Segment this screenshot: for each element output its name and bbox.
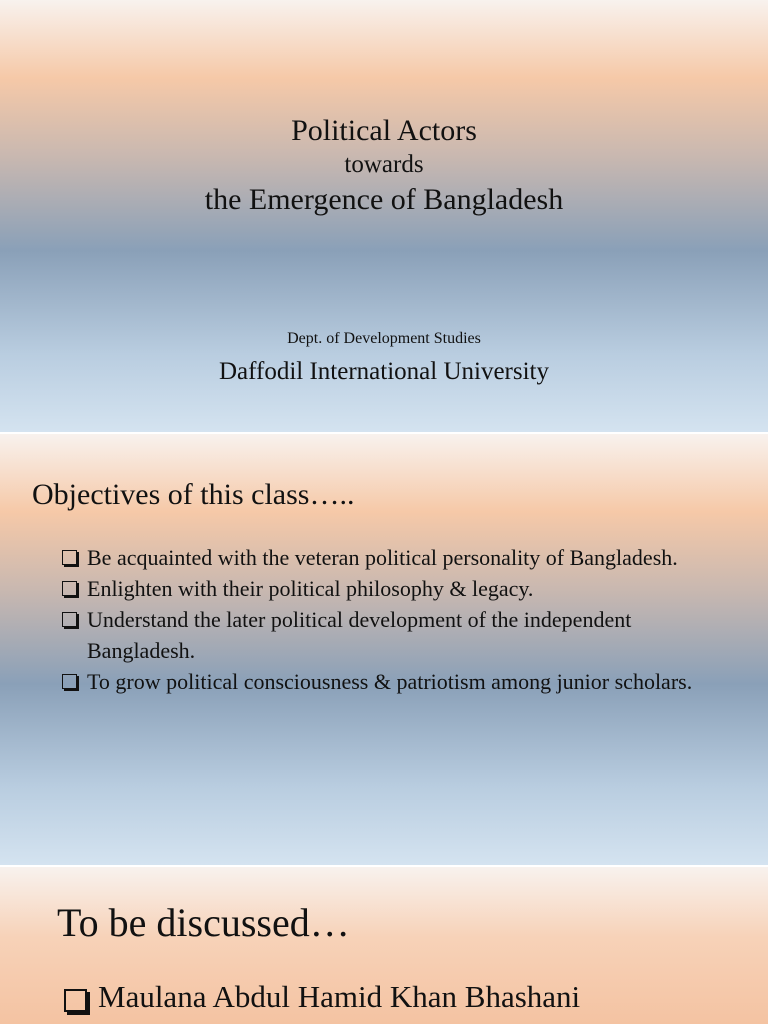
checkbox-square-icon — [64, 989, 87, 1012]
checkbox-square-icon — [62, 550, 77, 565]
title-line-2: towards — [344, 151, 424, 178]
checkbox-square-icon — [62, 581, 77, 596]
objectives-slide — [0, 434, 768, 865]
list-item-text: Enlighten with their political philosophy & legacy. — [87, 576, 534, 601]
title-line-1: Political Actors — [291, 114, 477, 147]
list-item — [60, 542, 700, 573]
discussion-slide — [0, 867, 768, 1024]
list-item — [60, 604, 700, 666]
department-label: Dept. of Development Studies — [287, 330, 481, 347]
title-line-3: the Emergence of Bangladesh — [204, 183, 564, 216]
list-item-text: Understand the later political development of the independent Bangladesh. — [87, 607, 632, 663]
list-item-text: Be acquainted with the veteran political personality of Bangladesh. — [87, 545, 678, 570]
checkbox-square-icon — [62, 612, 77, 627]
objectives-list — [60, 542, 700, 697]
list-item-text: Maulana Abdul Hamid Khan Bhashani — [98, 979, 581, 1014]
discussion-heading: To be discussed… — [57, 900, 350, 945]
university-label: Daffodil International University — [218, 358, 549, 385]
list-item — [64, 979, 580, 1015]
list-item — [60, 573, 700, 604]
list-item — [60, 666, 700, 697]
presentation-title — [0, 112, 768, 220]
objectives-heading: Objectives of this class….. — [32, 478, 355, 511]
title-slide — [0, 0, 768, 432]
list-item-text: To grow political consciousness & patriotism among junior scholars. — [87, 669, 693, 694]
checkbox-square-icon — [62, 674, 77, 689]
